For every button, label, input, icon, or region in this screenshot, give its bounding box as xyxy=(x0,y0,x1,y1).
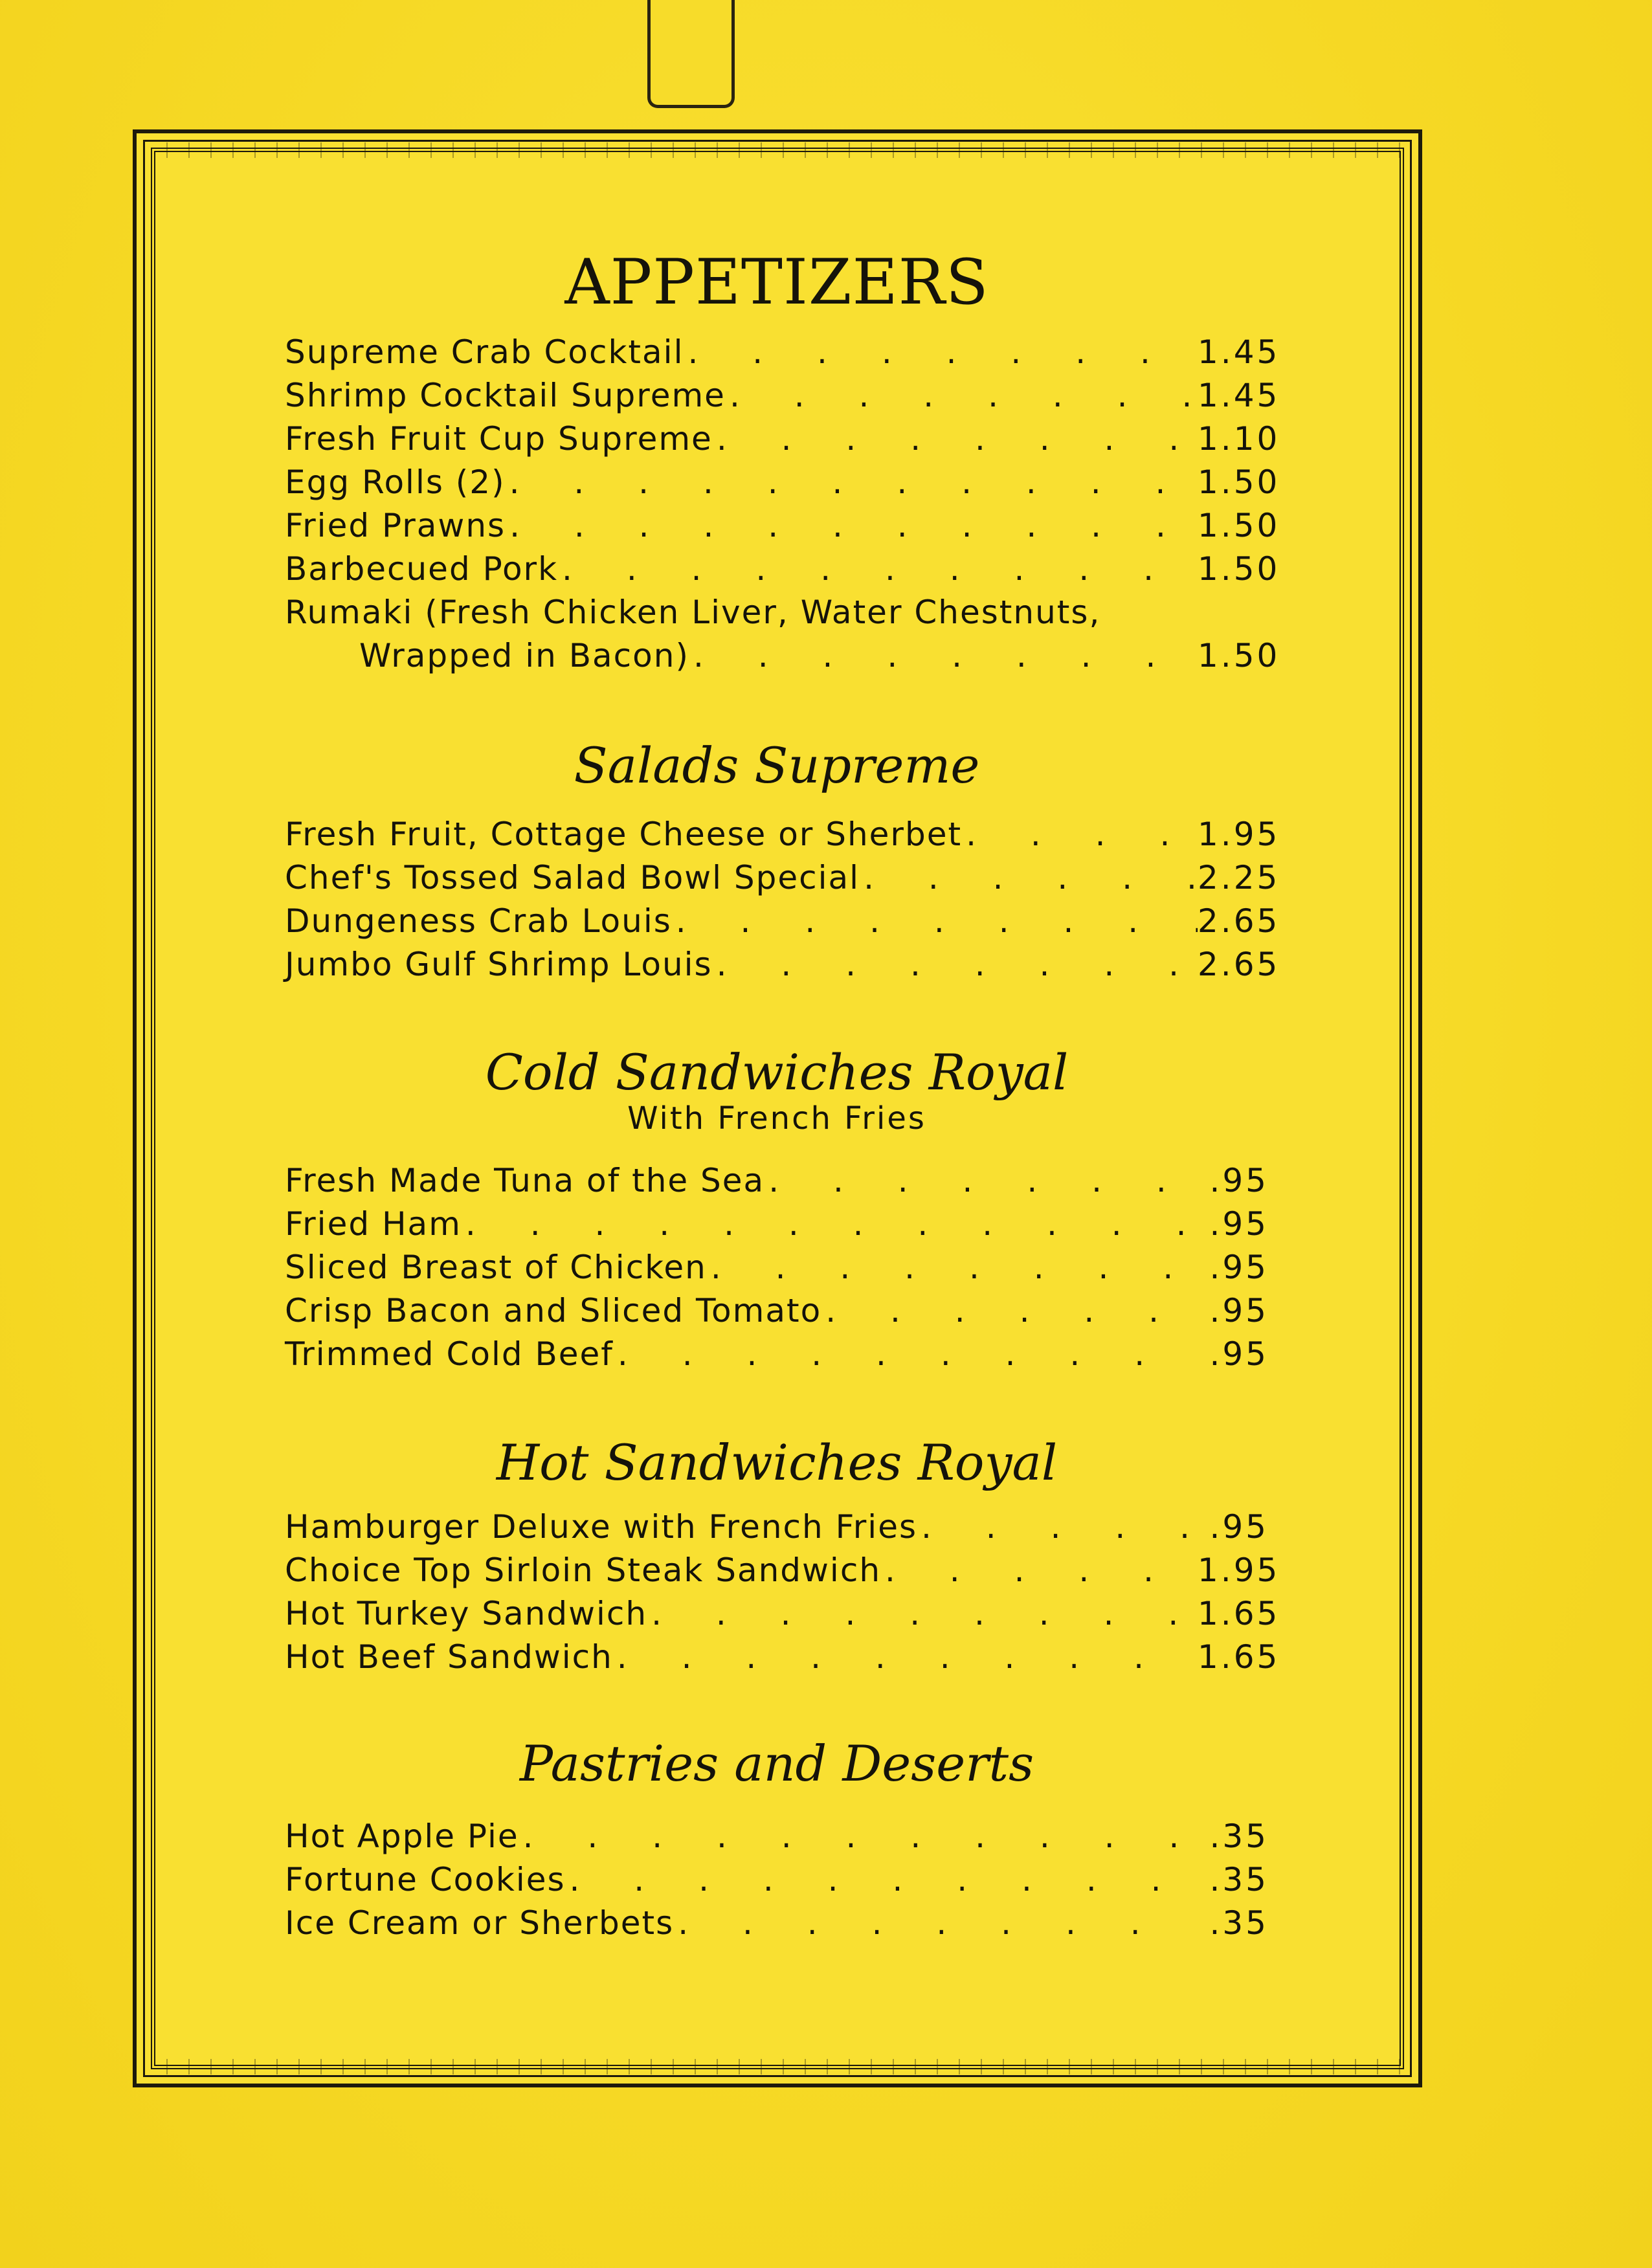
menu-item: Fresh Made Tuna of the Sea . . . .95 xyxy=(285,1162,1269,1205)
menu-item: Hamburger Deluxe with French Fries . . . .95 xyxy=(285,1508,1269,1551)
menu-item: Dungeness Crab Louis . . . 2.65 xyxy=(285,902,1269,945)
menu-hanger-tab xyxy=(647,0,735,108)
border-wave-bottom xyxy=(150,2059,1405,2074)
menu-item-name: Rumaki (Fresh Chicken Liver, Water Chestnuts, xyxy=(285,594,1101,631)
menu-item: Hot Beef Sandwich . . . 1.65 xyxy=(285,1638,1269,1681)
menu-item: Crisp Bacon and Sliced Tomato . . . .95 xyxy=(285,1292,1269,1335)
section-title-hot-sandwiches: Hot Sandwiches Royal xyxy=(496,1434,1058,1491)
menu-item: Hot Turkey Sandwich . . . 1.65 xyxy=(285,1595,1269,1638)
menu-item: Fresh Fruit, Cottage Cheese or Sherbet . . . 1.95 xyxy=(285,816,1269,858)
menu-item: Wrapped in Bacon) . . . 1.50 xyxy=(359,637,1269,680)
section-subtitle: With French Fries xyxy=(627,1100,926,1137)
section-title-cold-sandwiches: Cold Sandwiches Royal xyxy=(485,1043,1069,1101)
menu-item: Trimmed Cold Beef . . . .95 xyxy=(285,1335,1269,1378)
menu-item: Sliced Breast of Chicken . . . .95 xyxy=(285,1249,1269,1291)
menu-item: Choice Top Sirloin Steak Sandwich . . . 1.95 xyxy=(285,1551,1269,1594)
menu-item: Egg Rolls (2) . . . 1.50 xyxy=(285,463,1269,506)
menu-item: Fried Ham . . . .95 xyxy=(285,1205,1269,1248)
section-title-salads: Salads Supreme xyxy=(574,737,980,794)
menu-item: Fried Prawns . . . 1.50 xyxy=(285,507,1269,550)
menu-item: Jumbo Gulf Shrimp Louis . . . 2.65 xyxy=(285,946,1269,988)
section-title-pastries: Pastries and Deserts xyxy=(519,1735,1034,1792)
menu-item: Fortune Cookies . . . .35 xyxy=(285,1861,1269,1904)
border-wave-top xyxy=(150,142,1405,158)
section-title-appetizers: APPETIZERS xyxy=(564,246,989,318)
menu-item: Supreme Crab Cocktail . . . 1.45 xyxy=(285,333,1269,376)
menu-item: Ice Cream or Sherbets . . . .35 xyxy=(285,1904,1269,1947)
menu-item: Shrimp Cocktail Supreme . . . 1.45 xyxy=(285,377,1269,419)
menu-item: Chef's Tossed Salad Bowl Special . . . 2.25 xyxy=(285,859,1269,902)
menu-item: Fresh Fruit Cup Supreme . . . 1.10 xyxy=(285,420,1269,463)
menu-item: Hot Apple Pie . . . .35 xyxy=(285,1818,1269,1860)
menu-item: Barbecued Pork . . . 1.50 xyxy=(285,550,1269,593)
